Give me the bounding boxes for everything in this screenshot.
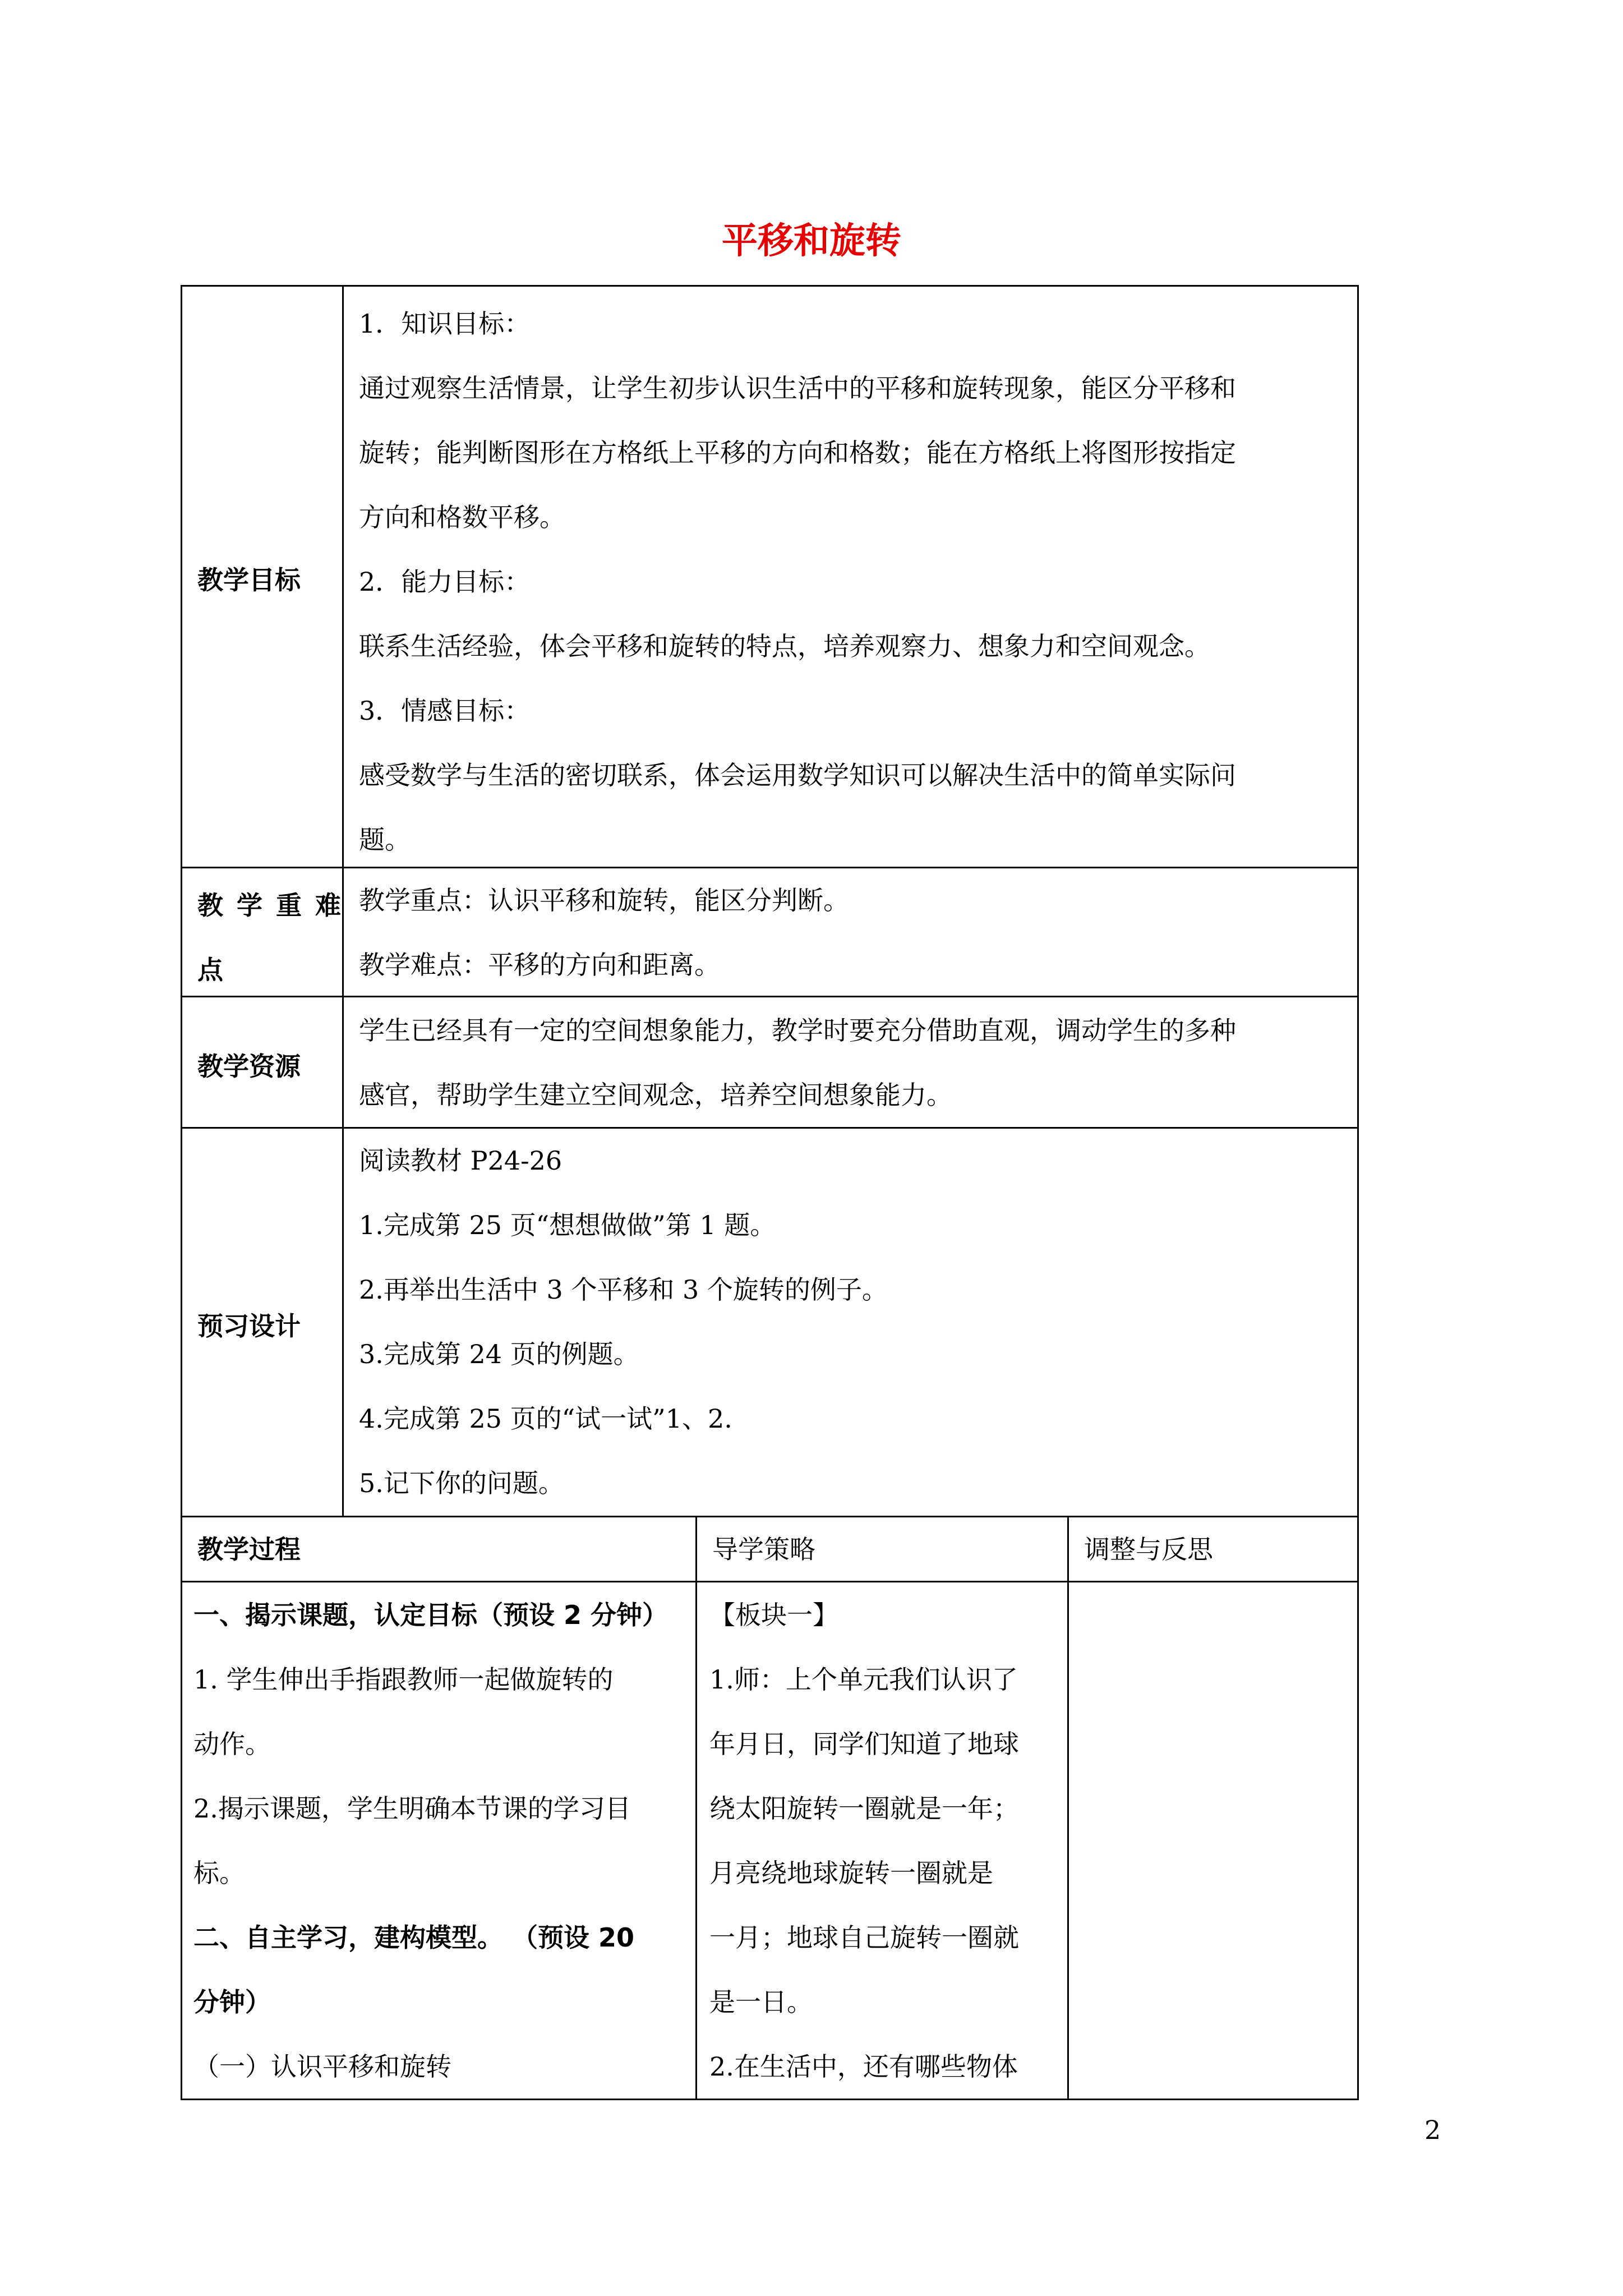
preview-line: 4.完成第 25 页的“试一试”1、2. bbox=[359, 1404, 732, 1434]
preview-label: 预习设计 bbox=[197, 1311, 301, 1341]
preview-line: 3.完成第 24 页的例题。 bbox=[359, 1339, 639, 1369]
strategy-line: 1.师：上个单元我们认识了 bbox=[709, 1664, 1018, 1695]
key-points-label-line1: 教 学 重 难 bbox=[197, 890, 344, 921]
process-step-line: 分钟） bbox=[193, 1987, 271, 2017]
objectives-line: 3．情感目标： bbox=[359, 696, 531, 726]
objectives-line: 感受数学与生活的密切联系，体会运用数学知识可以解决生活中的简单实际问 bbox=[359, 760, 1236, 790]
process-step-line: 1. 学生伸出手指跟教师一起做旋转的 bbox=[193, 1664, 614, 1695]
process-header-col3: 调整与反思 bbox=[1084, 1534, 1213, 1565]
objectives-line: 方向和格数平移。 bbox=[359, 502, 565, 532]
objectives-label: 教学目标 bbox=[197, 565, 301, 595]
process-header-col2: 导学策略 bbox=[712, 1534, 815, 1565]
objectives-line: 旋转；能判断图形在方格纸上平移的方向和格数；能在方格纸上将图形按指定 bbox=[359, 438, 1236, 468]
process-step-line: 2.揭示课题，学生明确本节课的学习目 bbox=[193, 1793, 631, 1824]
preview-line: 5.记下你的问题。 bbox=[359, 1468, 564, 1498]
key-points-label-line2: 点 bbox=[197, 955, 223, 985]
key-point-line: 教学难点：平移的方向和距离。 bbox=[359, 950, 720, 980]
strategy-line: 绕太阳旋转一圈就是一年； bbox=[709, 1793, 1019, 1824]
process-step-line: （一）认识平移和旋转 bbox=[193, 2051, 451, 2082]
objectives-line: 题。 bbox=[359, 825, 411, 855]
strategy-line: 是一日。 bbox=[709, 1987, 813, 2017]
process-step-line: 二、自主学习，建构模型。 （预设 20 bbox=[193, 1922, 635, 1953]
objectives-line: 通过观察生活情景，让学生初步认识生活中的平移和旋转现象，能区分平移和 bbox=[359, 373, 1236, 403]
resources-line: 学生已经具有一定的空间想象能力，教学时要充分借助直观，调动学生的多种 bbox=[359, 1015, 1236, 1046]
resources-label: 教学资源 bbox=[197, 1051, 301, 1082]
strategy-line: 【板块一】 bbox=[709, 1600, 838, 1630]
objectives-line: 1．知识目标： bbox=[359, 309, 531, 339]
page-title: 平移和旋转 bbox=[722, 220, 901, 262]
strategy-line: 年月日，同学们知道了地球 bbox=[709, 1729, 1019, 1759]
objectives-line: 2．能力目标： bbox=[359, 567, 531, 597]
preview-line: 阅读教材 P24-26 bbox=[359, 1145, 562, 1176]
strategy-line: 月亮绕地球旋转一圈就是 bbox=[709, 1858, 993, 1888]
process-step-line: 动作。 bbox=[193, 1729, 271, 1759]
strategy-line: 一月；地球自己旋转一圈就 bbox=[709, 1922, 1019, 1953]
process-step-line: 一、揭示课题，认定目标（预设 2 分钟） bbox=[193, 1600, 668, 1630]
strategy-line: 2.在生活中，还有哪些物体 bbox=[709, 2051, 1018, 2082]
preview-line: 2.再举出生活中 3 个平移和 3 个旋转的例子。 bbox=[359, 1274, 888, 1305]
preview-line: 1.完成第 25 页“想想做做”第 1 题。 bbox=[359, 1210, 776, 1240]
process-header-col1: 教学过程 bbox=[197, 1534, 301, 1565]
objectives-line: 联系生活经验，体会平移和旋转的特点，培养观察力、想象力和空间观念。 bbox=[359, 631, 1210, 661]
page-number: 2 bbox=[1424, 2115, 1441, 2145]
process-step-line: 标。 bbox=[193, 1858, 245, 1888]
key-point-line: 教学重点：认识平移和旋转，能区分判断。 bbox=[359, 885, 849, 915]
resources-line: 感官，帮助学生建立空间观念，培养空间想象能力。 bbox=[359, 1080, 952, 1110]
